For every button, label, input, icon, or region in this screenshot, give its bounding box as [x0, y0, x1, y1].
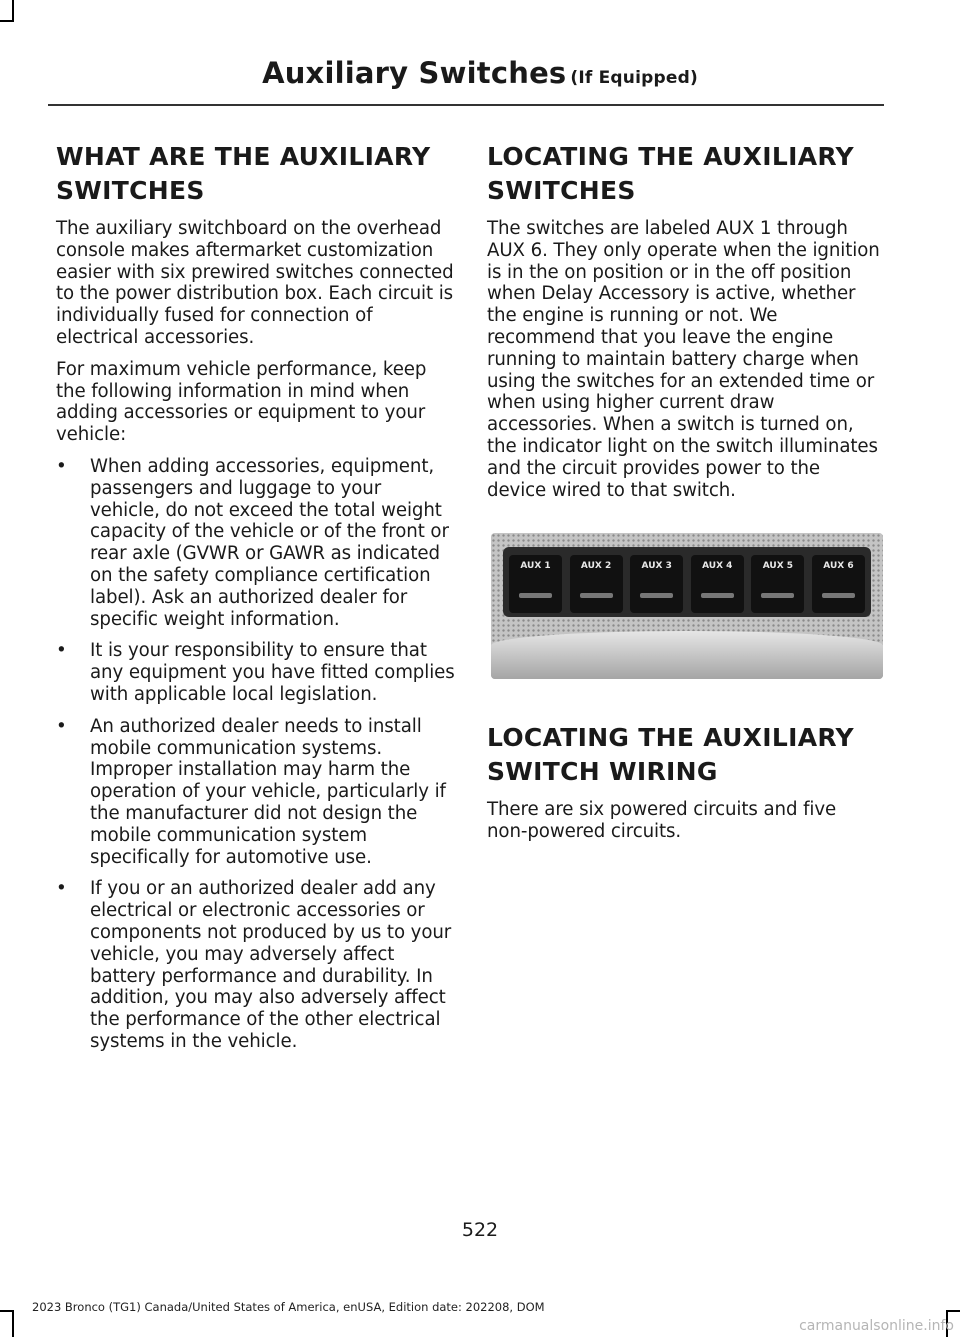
indicator-light-icon — [761, 593, 794, 598]
heading-line: SWITCHES — [487, 176, 636, 205]
section-heading-switch-wiring — [487, 723, 882, 787]
bullet-icon: • — [56, 878, 67, 900]
section-heading-locating-switches — [487, 142, 882, 206]
header-subtitle: (If Equipped) — [570, 68, 698, 88]
wiring-paragraph: There are six powered circuits and five non-powered circuits. — [487, 799, 837, 843]
aux-switch-5 — [751, 555, 804, 613]
auxiliary-switch-panel-image — [491, 533, 883, 679]
switch-row — [509, 555, 865, 613]
list-item-text: When adding accessories, equipment, passengers and luggage to your vehicle, do not exceed the total weight capacity of the vehicle or of the front or rear axle (GVWR or GAWR as indicated on the safety compliance certification label). Ask an authorized dealer for specific weight information. — [90, 455, 449, 630]
crop-mark — [12, 1310, 14, 1337]
switch-label: AUX 5 — [762, 561, 794, 572]
header-title: Auxiliary Switches — [262, 56, 567, 90]
switches-paragraph: The switches are labeled AUX 1 through AUX 6. They only operate when the ignition is in the on position or in the off position when Delay Accessory is active, whether the engine is running or not. We recommend that you leave the engine running to maintain battery charge when using the switches for an extended time or when using higher current draw accessories. When a switch is turned on, the indicator light on the switch illuminates and the circuit provides power to the device wired to that switch. — [487, 218, 880, 501]
list-item — [56, 456, 456, 630]
switch-label: AUX 2 — [580, 561, 612, 572]
crop-mark — [0, 1310, 14, 1312]
switch-label: AUX 1 — [520, 561, 551, 572]
aux-switch-2 — [570, 555, 623, 613]
indicator-light-icon — [519, 593, 552, 598]
switch-label: AUX 4 — [702, 561, 733, 572]
list-item-text: If you or an authorized dealer add any electrical or electronic accessories or components not produced by us to your vehicle, you may adversely affect battery performance and durability. In addition, you may also adversely affect the performance of the other electrical systems in the vehicle. — [90, 878, 452, 1052]
indicator-light-icon — [822, 593, 855, 598]
console-trim — [491, 631, 883, 679]
aux-switch-3 — [630, 555, 683, 613]
aux-switch-6 — [812, 555, 865, 613]
right-column — [487, 142, 882, 853]
crop-mark — [946, 1310, 960, 1312]
header-divider — [48, 104, 884, 106]
indicator-light-icon — [580, 593, 613, 598]
bullet-list — [56, 456, 456, 1053]
list-item-text: It is your responsibility to ensure that any equipment you have fitted complies with applicable local legislation. — [90, 640, 455, 705]
bullet-icon: • — [56, 455, 67, 477]
list-item — [56, 878, 456, 1052]
aux-switch-1 — [509, 555, 562, 613]
footer-edition-info: 2023 Bronco (TG1) Canada/United States of America, enUSA, Edition date: 202208, DOM — [32, 1300, 545, 1314]
aux-switch-4 — [691, 555, 744, 613]
indicator-light-icon — [701, 593, 734, 598]
heading-line: SWITCH WIRING — [487, 757, 718, 787]
crop-mark — [12, 0, 14, 22]
page-number: 522 — [461, 1219, 499, 1241]
heading-line: LOCATING THE AUXILIARY — [487, 723, 854, 753]
list-item-text: An authorized dealer needs to install mobile communication systems. Improper installation may harm the operation of your vehicle, particularly if the manufacturer did not design the mobile communication system specifically for automotive use. — [90, 715, 446, 868]
bullet-icon: • — [56, 715, 67, 737]
list-item — [56, 716, 456, 869]
list-item — [56, 640, 456, 705]
crop-mark — [0, 20, 14, 22]
switch-label: AUX 6 — [823, 561, 854, 572]
indicator-light-icon — [640, 593, 673, 598]
heading-line: WHAT ARE THE AUXILIARY — [56, 142, 431, 171]
heading-line: SWITCHES — [56, 176, 205, 205]
section-heading-what-are — [56, 142, 456, 206]
page-header — [0, 56, 960, 90]
intro-paragraph: The auxiliary switchboard on the overhead console makes aftermarket customization easier with six prewired switches connected to the power distribution box. Each circuit is individually fused for connection of electrical accessories. — [56, 218, 454, 348]
performance-paragraph: For maximum vehicle performance, keep the following information in mind when adding accessories or equipment to your vehicle: — [56, 358, 427, 446]
left-column — [56, 142, 456, 1063]
bullet-icon: • — [56, 640, 67, 662]
watermark: carmanualsonline.info — [799, 1318, 954, 1334]
heading-line: LOCATING THE AUXILIARY — [487, 142, 854, 171]
switch-label: AUX 3 — [641, 561, 672, 572]
